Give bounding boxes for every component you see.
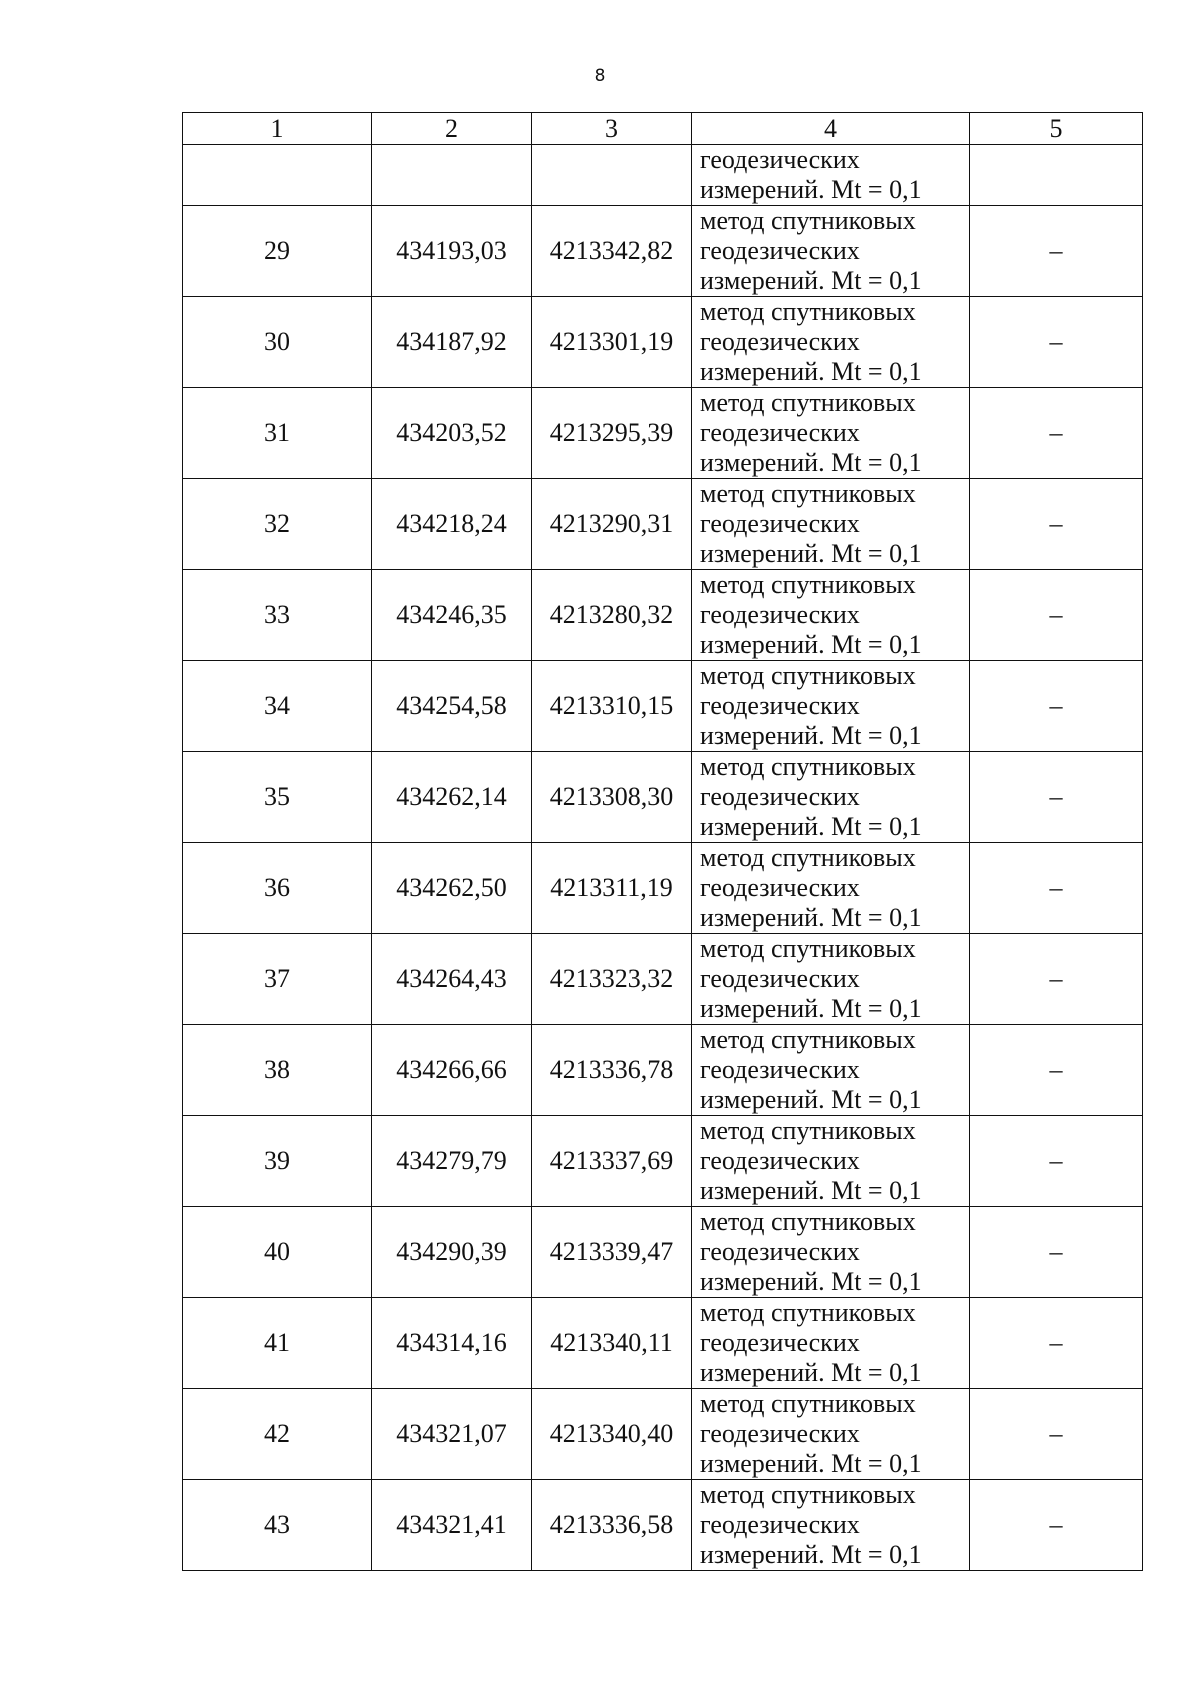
method-description [692, 206, 970, 297]
note: – [970, 1480, 1143, 1571]
method-line: метод спутниковых [700, 1025, 916, 1054]
table-row [183, 843, 1143, 934]
y-coordinate: 4213337,69 [532, 1116, 692, 1207]
y-coordinate: 4213339,47 [532, 1207, 692, 1298]
table-row [183, 934, 1143, 1025]
point-number: 32 [183, 479, 372, 570]
method-line: геодезических [700, 1146, 860, 1175]
point-number: 38 [183, 1025, 372, 1116]
method-description [692, 297, 970, 388]
y-coordinate: 4213336,58 [532, 1480, 692, 1571]
column-header-2: 2 [372, 113, 532, 145]
method-description [692, 1298, 970, 1389]
y-coordinate: 4213310,15 [532, 661, 692, 752]
method-line: геодезических [700, 1510, 860, 1539]
y-coordinate: 4213342,82 [532, 206, 692, 297]
x-coordinate: 434203,52 [372, 388, 532, 479]
method-line: геодезических [700, 418, 860, 447]
method-description [692, 1480, 970, 1571]
method-description [692, 1207, 970, 1298]
y-coordinate: 4213311,19 [532, 843, 692, 934]
method-line: измерений. Mt = 0,1 [700, 539, 922, 568]
y-coordinate: 4213336,78 [532, 1025, 692, 1116]
x-coordinate: 434321,41 [372, 1480, 532, 1571]
point-number: 30 [183, 297, 372, 388]
method-line: измерений. Mt = 0,1 [700, 903, 922, 932]
method-line: метод спутниковых [700, 843, 916, 872]
point-number: 34 [183, 661, 372, 752]
method-line: измерений. Mt = 0,1 [700, 448, 922, 477]
method-line: измерений. Mt = 0,1 [700, 812, 922, 841]
note: – [970, 661, 1143, 752]
y-coordinate [532, 145, 692, 206]
table-row [183, 1298, 1143, 1389]
method-line: геодезических [700, 1055, 860, 1084]
method-description [692, 145, 970, 206]
method-line: геодезических [700, 236, 860, 265]
method-line: геодезических [700, 600, 860, 629]
header-row [183, 113, 1143, 145]
method-line: метод спутниковых [700, 661, 916, 690]
x-coordinate: 434262,14 [372, 752, 532, 843]
method-line: метод спутниковых [700, 1389, 916, 1418]
x-coordinate: 434246,35 [372, 570, 532, 661]
table-row [183, 570, 1143, 661]
method-line: измерений. Mt = 0,1 [700, 1540, 922, 1569]
y-coordinate: 4213295,39 [532, 388, 692, 479]
method-line: метод спутниковых [700, 1480, 916, 1509]
x-coordinate: 434187,92 [372, 297, 532, 388]
table-row [183, 1025, 1143, 1116]
point-number: 35 [183, 752, 372, 843]
point-number: 41 [183, 1298, 372, 1389]
column-header-3: 3 [532, 113, 692, 145]
method-line: измерений. Mt = 0,1 [700, 357, 922, 386]
x-coordinate: 434279,79 [372, 1116, 532, 1207]
table-row [183, 1389, 1143, 1480]
method-line: геодезических [700, 691, 860, 720]
method-line: геодезических [700, 145, 860, 174]
y-coordinate: 4213301,19 [532, 297, 692, 388]
y-coordinate: 4213280,32 [532, 570, 692, 661]
y-coordinate: 4213340,40 [532, 1389, 692, 1480]
method-line: геодезических [700, 1237, 860, 1266]
table-row [183, 1480, 1143, 1571]
note: – [970, 479, 1143, 570]
method-line: геодезических [700, 1419, 860, 1448]
method-line: геодезических [700, 1328, 860, 1357]
method-line: метод спутниковых [700, 1116, 916, 1145]
method-line: метод спутниковых [700, 752, 916, 781]
method-line: измерений. Mt = 0,1 [700, 266, 922, 295]
point-number: 31 [183, 388, 372, 479]
method-description [692, 843, 970, 934]
point-number: 42 [183, 1389, 372, 1480]
point-number: 39 [183, 1116, 372, 1207]
y-coordinate: 4213340,11 [532, 1298, 692, 1389]
note: – [970, 934, 1143, 1025]
method-line: геодезических [700, 327, 860, 356]
y-coordinate: 4213290,31 [532, 479, 692, 570]
x-coordinate: 434266,66 [372, 1025, 532, 1116]
method-description [692, 934, 970, 1025]
table-row [183, 1207, 1143, 1298]
method-line: измерений. Mt = 0,1 [700, 1449, 922, 1478]
method-line: измерений. Mt = 0,1 [700, 1358, 922, 1387]
method-line: метод спутниковых [700, 388, 916, 417]
point-number: 43 [183, 1480, 372, 1571]
x-coordinate: 434314,16 [372, 1298, 532, 1389]
column-header-1: 1 [183, 113, 372, 145]
note: – [970, 752, 1143, 843]
table-row [183, 661, 1143, 752]
point-number: 33 [183, 570, 372, 661]
y-coordinate: 4213323,32 [532, 934, 692, 1025]
method-line: метод спутниковых [700, 1298, 916, 1327]
x-coordinate: 434218,24 [372, 479, 532, 570]
x-coordinate: 434264,43 [372, 934, 532, 1025]
table-row [183, 1116, 1143, 1207]
note: – [970, 1389, 1143, 1480]
continuation-row [183, 145, 1143, 206]
method-line: измерений. Mt = 0,1 [700, 721, 922, 750]
y-coordinate: 4213308,30 [532, 752, 692, 843]
method-line: метод спутниковых [700, 479, 916, 508]
note: – [970, 843, 1143, 934]
method-line: измерений. Mt = 0,1 [700, 1176, 922, 1205]
method-description [692, 570, 970, 661]
x-coordinate: 434321,07 [372, 1389, 532, 1480]
method-line: метод спутниковых [700, 934, 916, 963]
method-description [692, 752, 970, 843]
note: – [970, 206, 1143, 297]
method-line: измерений. Mt = 0,1 [700, 630, 922, 659]
note: – [970, 1025, 1143, 1116]
table-row [183, 479, 1143, 570]
coordinates-table [182, 112, 1143, 1571]
method-description [692, 388, 970, 479]
method-line: геодезических [700, 964, 860, 993]
x-coordinate: 434262,50 [372, 843, 532, 934]
method-description [692, 1389, 970, 1480]
point-number: 37 [183, 934, 372, 1025]
method-line: геодезических [700, 509, 860, 538]
note: – [970, 1298, 1143, 1389]
note: – [970, 297, 1143, 388]
point-number [183, 145, 372, 206]
column-header-4: 4 [692, 113, 970, 145]
point-number: 29 [183, 206, 372, 297]
note: – [970, 1116, 1143, 1207]
x-coordinate: 434193,03 [372, 206, 532, 297]
note [970, 145, 1143, 206]
method-line: метод спутниковых [700, 1207, 916, 1236]
method-line: метод спутниковых [700, 570, 916, 599]
method-line: геодезических [700, 873, 860, 902]
note: – [970, 1207, 1143, 1298]
method-line: измерений. Mt = 0,1 [700, 1267, 922, 1296]
method-description [692, 1116, 970, 1207]
point-number: 36 [183, 843, 372, 934]
method-line: измерений. Mt = 0,1 [700, 994, 922, 1023]
table-row [183, 388, 1143, 479]
note: – [970, 570, 1143, 661]
note: – [970, 388, 1143, 479]
method-description [692, 1025, 970, 1116]
method-line: метод спутниковых [700, 297, 916, 326]
table-row [183, 752, 1143, 843]
method-line: геодезических [700, 782, 860, 811]
x-coordinate [372, 145, 532, 206]
method-line: измерений. Mt = 0,1 [700, 175, 922, 204]
method-description [692, 479, 970, 570]
x-coordinate: 434290,39 [372, 1207, 532, 1298]
column-header-5: 5 [970, 113, 1143, 145]
page-number: 8 [594, 66, 606, 86]
method-description [692, 661, 970, 752]
table-row [183, 297, 1143, 388]
method-line: метод спутниковых [700, 206, 916, 235]
x-coordinate: 434254,58 [372, 661, 532, 752]
point-number: 40 [183, 1207, 372, 1298]
table-row [183, 206, 1143, 297]
method-line: измерений. Mt = 0,1 [700, 1085, 922, 1114]
